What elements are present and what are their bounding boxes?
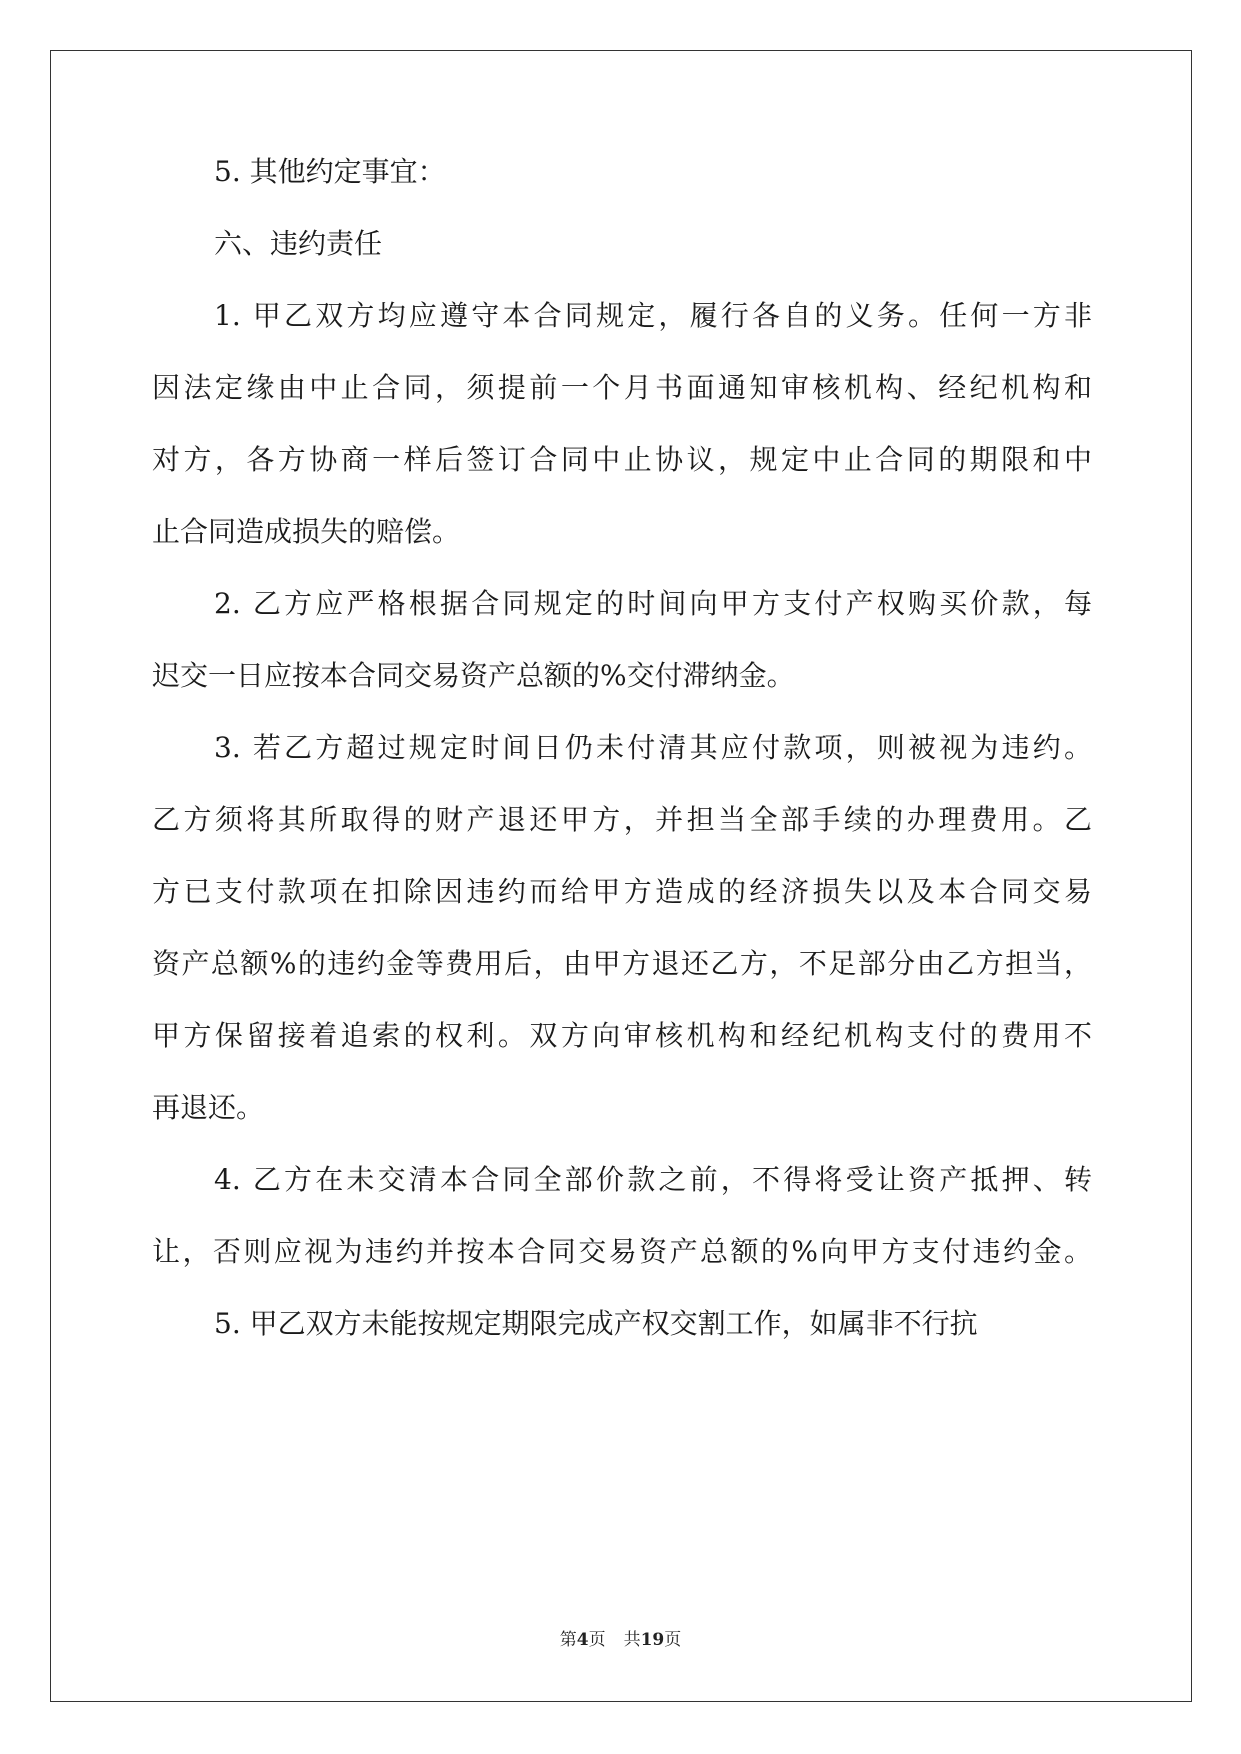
paragraph-line: 乙方须将其所取得的财产退还甲方，并担当全部手续的办理费用。乙	[152, 803, 1092, 836]
paragraph-line: 让，否则应视为违约并按本合同交易资产总额的%向甲方支付违约金。	[152, 1235, 1092, 1268]
paragraph-line: 3. 若乙方超过规定时间日仍未付清其应付款项，则被视为违约。	[214, 731, 1092, 764]
paragraph-line: 4. 乙方在未交清本合同全部价款之前，不得将受让资产抵押、转	[214, 1163, 1092, 1196]
paragraph-line: 方已支付款项在扣除因违约而给甲方造成的经济损失以及本合同交易	[152, 875, 1092, 908]
paragraph-line: 1. 甲乙双方均应遵守本合同规定，履行各自的义务。任何一方非	[214, 299, 1092, 332]
page-footer	[0, 1628, 1241, 1652]
section-heading: 六、违约责任	[214, 227, 383, 260]
paragraph-line: 5. 甲乙双方未能按规定期限完成产权交割工作，如属非不行抗	[214, 1307, 978, 1340]
total-prefix: 共	[623, 1630, 641, 1650]
paragraph-line: 再退还。	[152, 1091, 265, 1124]
total-suffix: 页	[664, 1630, 682, 1650]
paragraph-line: 5. 其他约定事宜：	[214, 155, 446, 188]
paragraph-line: 资产总额%的违约金等费用后，由甲方退还乙方，不足部分由乙方担当，	[152, 947, 1092, 980]
paragraph-line: 对方，各方协商一样后签订合同中止协议，规定中止合同的期限和中	[152, 443, 1092, 476]
paragraph-line: 迟交一日应按本合同交易资产总额的%交付滞纳金。	[152, 659, 795, 692]
paragraph-line: 甲方保留接着追索的权利。双方向审核机构和经纪机构支付的费用不	[152, 1019, 1092, 1052]
paragraph-line: 止合同造成损失的赔偿。	[152, 515, 461, 548]
total-pages: 19	[640, 1630, 665, 1650]
paragraph-line: 因法定缘由中止合同，须提前一个月书面通知审核机构、经纪机构和	[152, 371, 1092, 404]
page-prefix: 第	[559, 1630, 577, 1650]
paragraph-line: 2. 乙方应严格根据合同规定的时间向甲方支付产权购买价款，每	[214, 587, 1092, 620]
page-number: 4	[576, 1630, 589, 1650]
page-suffix: 页	[588, 1630, 606, 1650]
